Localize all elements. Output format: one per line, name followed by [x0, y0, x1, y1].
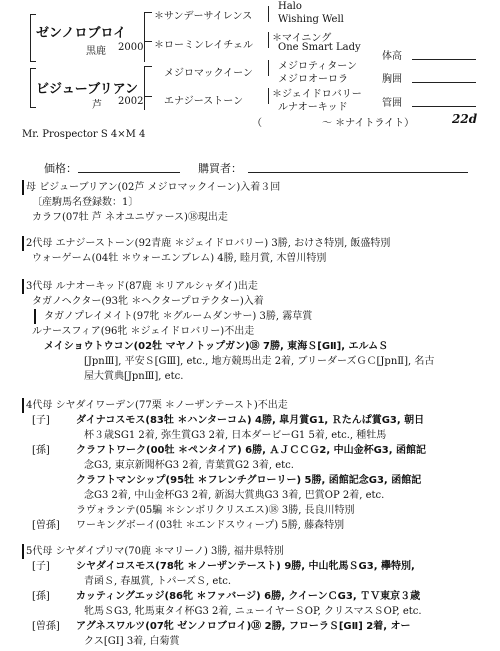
g5-line-1: シヤダイコスモス(78牝 ＊ノーザンテースト) 9勝, 中山牝馬ＳG3, 欅特別, [76, 561, 415, 572]
g4-role-child: [子] [32, 415, 50, 426]
price-label: 価格： [44, 162, 77, 175]
gen3-2: Wishing Well [278, 14, 344, 25]
section-g3 [22, 279, 484, 384]
inbreed: Mr. Prospector S 4×M 4 [22, 129, 146, 140]
g3-line-3: ルナースフィア(96牝 ＊ジェイドロバリー)不出走 [32, 326, 255, 337]
dam-line-0: ビジューブリアン(02芦 メジロマックイーン)入着３回 [39, 182, 281, 193]
field-height-line[interactable] [412, 59, 476, 60]
tag-g4: 4代母 [22, 398, 52, 413]
g3-line-1: タガノヘクター(93牝 ＊ヘクタープロテクター)入着 [32, 296, 264, 307]
field-girth-line[interactable] [412, 82, 476, 83]
g3-line-6: 屋大賞典[JpnⅢ], etc. [84, 371, 184, 382]
g4-line-2: 杯３歳SG1 2着, 弥生賞G3 2着, 日本ダービーG1 5着, etc., 種牡馬 [84, 430, 387, 441]
g4-role-grandchild: [孫] [32, 445, 50, 456]
g4-line-1: ダイナコスモス(83牡 ＊ハンターコム) 4勝, 皐月賞G1, Ｒたんぱ賞G3, 朝日 [76, 415, 425, 426]
g3-line-4: メイショウトウコン(02牡 マヤノトップガン)⑱ 7勝, 東海Ｓ[GⅡ], エルムＳ [44, 341, 389, 352]
gen2-4: エナジーストーン [164, 96, 244, 107]
sire-name: ゼンノロブロイ [36, 26, 127, 41]
section-g2 [22, 236, 484, 266]
gen3-5: メジロティターン [278, 61, 357, 72]
g5-line-3: カッティングエッジ(86牝 ＊ファバージ) 6勝, クイーンＣG3, ＴＶ東京３歳 [76, 591, 421, 602]
g5-line-6: クス[GⅠ] 3着, 白菊賞 [84, 636, 180, 647]
g5-role-grandchild: [孫] [32, 591, 50, 602]
g4-line-5: クラフトマンシップ(95牡 ＊フレンチグローリー) 5勝, 函館記念G3, 函館記 [76, 475, 422, 486]
gen3-4: One Smart Lady [278, 42, 361, 53]
field-cannon-line[interactable] [412, 106, 476, 107]
g3-line-5: [JpnⅢ], 平安Ｓ[GⅢ], etc., 地方競馬出走 2着, ブリーダーズＧＣ[JpnⅡ], 名古 [84, 356, 435, 367]
tag-g3: 3代母 [22, 279, 52, 294]
dam-year: 2002 [118, 96, 144, 107]
gen2-1: ＊サンデーサイレンス [154, 11, 253, 22]
field-height-label: 体高 [382, 51, 402, 62]
g4-line-7: ラヴォランテ(05騙 ＊シンボリクリスエス)⑱ 3勝, 長良川特別 [76, 505, 355, 516]
sire-year: 2000 [118, 42, 144, 53]
days: 22d [452, 112, 478, 126]
nightlite: （ 〜 ＊ナイトライト） [252, 118, 415, 129]
g5-line-4: 牝馬ＳG3, 牝馬東タイ杯G3 2着, ニューイヤーＳOP, クリスマスＳOP, etc. [84, 606, 422, 617]
g4-role-greatgrandchild: [曽孫] [32, 520, 60, 531]
section-dam [22, 180, 484, 225]
tag-dam: 母 [22, 180, 36, 195]
section-g5 [22, 544, 484, 649]
dam-name: ビジューブリアン [36, 82, 139, 97]
gen3-8: ルナオーキッド [278, 102, 348, 113]
section-g4 [22, 398, 484, 533]
g5-line-5: アグネスワルツ(07牝 ゼンノロブロイ)⑱ 2勝, フローラＳ[GⅡ] 2着, オー [76, 621, 411, 632]
g3-line-0: ルナオーキッド(87鹿 ＊リアルシャダイ)出走 [55, 281, 258, 292]
g4-line-6: 念G3 2着, 中山金杯G3 2着, 新潟大賞典G3 3着, 巴賞OP 2着, etc. [84, 490, 385, 501]
g4-line-3: クラフトワーク(00牡 ＊ペンタイア) 6勝, ＡＪＣＣＧ2, 中山金杯G3, 函館記 [76, 445, 427, 456]
g5-line-0: シヤダイプリマ(70鹿 ＊マリーノ) 3勝, 福井県特別 [55, 546, 284, 557]
field-cannon-label: 管囲 [382, 98, 402, 109]
gen3-1: Halo [278, 1, 302, 12]
g4-line-4: 念G3, 東京新聞杯G3 2着, 青葉賞G2 3着, etc. [84, 460, 294, 471]
buyer-label: 購買者： [198, 162, 242, 175]
buyer-input[interactable] [248, 172, 468, 173]
gen3-3: ＊マイニング [272, 33, 332, 44]
field-girth-label: 胸囲 [382, 74, 402, 85]
g2-line-1: ウォーゲーム(04牡 ＊ウォーエンブレム) 4勝, 睦月賞, 木曽川特別 [32, 253, 327, 264]
g5-line-2: 青函Ｓ, 春風賞, トパーズＳ, etc. [84, 576, 232, 587]
g5-role-child: [子] [32, 561, 50, 572]
g3-line-2: タガノプレイメイト(97牝 ＊グルームダンサー) 3勝, 霧草賞 [34, 309, 484, 324]
dam-line-1: 〔産駒馬名登録数：1〕 [32, 197, 139, 208]
dam-line-2: カラフ(07牡 芦 ネオユニヴァース)⑱現出走 [32, 212, 228, 223]
sire-color: 黒鹿 [86, 46, 106, 57]
dam-color: 芦 [92, 100, 102, 111]
tag-g2: 2代母 [22, 236, 52, 251]
gen3-7: ＊ジェイドロバリー [272, 89, 362, 100]
g4-line-8: ワーキングボーイ(03牡 ＊エンドスウィープ) 5勝, 藤森特別 [76, 520, 345, 531]
g4-line-0: シヤダイワーデン(77栗 ＊ノーザンテースト)不出走 [55, 400, 288, 411]
g2-line-0: エナジーストーン(92青鹿 ＊ジェイドロバリー) 3勝, おけさ特別, 飯盛特別 [55, 238, 391, 249]
tag-g5: 5代母 [22, 544, 52, 559]
gen3-6: メジロオーロラ [278, 74, 348, 85]
gen2-2: ＊ローミンレイチェル [154, 40, 253, 51]
price-input[interactable] [78, 172, 180, 173]
g5-role-greatgrandchild: [曽孫] [32, 621, 60, 632]
gen2-3: メジロマックイーン [164, 68, 253, 79]
